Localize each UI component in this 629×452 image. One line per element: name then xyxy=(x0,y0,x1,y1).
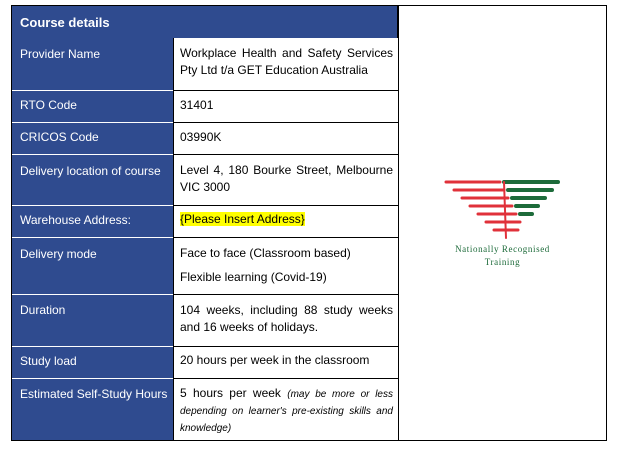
self-study-note: (may be more or less depending on learner's pre-existing skills and knowledge) xyxy=(180,389,393,434)
logo-text-line2: Training xyxy=(484,257,521,267)
logo-text-line1: Nationally Recognised xyxy=(455,244,550,254)
row-label-cricos-code: CRICOS Code xyxy=(20,130,99,144)
row-value-provider-name: Workplace Health and Safety Services Pty Ltd t/a GET Education Australia xyxy=(180,46,393,77)
row-label-self-study-hours: Estimated Self-Study Hours xyxy=(20,387,168,401)
row-value-warehouse-address xyxy=(174,211,398,228)
row-label-warehouse-address: Warehouse Address: xyxy=(20,213,131,227)
row-value-delivery-mode: Face to face (Classroom based) xyxy=(180,246,351,260)
row-label-duration: Duration xyxy=(20,303,66,317)
row-label-study-load: Study load xyxy=(20,354,77,368)
row-value-cricos-code: 03990K xyxy=(180,130,222,144)
section-title: Course details xyxy=(12,6,398,38)
row-label-rto-code: RTO Code xyxy=(20,98,77,112)
row-value-rto-code: 31401 xyxy=(180,98,214,112)
row-value-delivery-location: Level 4, 180 Bourke Street, Melbourne VIC 3000 xyxy=(180,163,393,194)
column-divider xyxy=(173,38,174,440)
address-placeholder-highlight: {Please Insert Address} xyxy=(180,212,305,226)
row-value-self-study-hours: 5 hours per week (may be more or less depending on learner's pre-existing skills and knowledge) xyxy=(180,386,393,434)
row-value-study-load: 20 hours per week in the classroom xyxy=(180,353,370,367)
row-label-delivery-location: Delivery location of course xyxy=(20,164,161,178)
row-label-delivery-mode: Delivery mode xyxy=(20,247,97,261)
row-value-delivery-mode-2: Flexible learning (Covid-19) xyxy=(180,270,327,284)
course-details-table xyxy=(11,5,607,441)
row-label-provider-name: Provider Name xyxy=(20,47,101,61)
logo-cell xyxy=(399,6,606,440)
row-value-duration: 104 weeks, including 88 study weeks and 16 weeks of holidays. xyxy=(180,303,393,334)
